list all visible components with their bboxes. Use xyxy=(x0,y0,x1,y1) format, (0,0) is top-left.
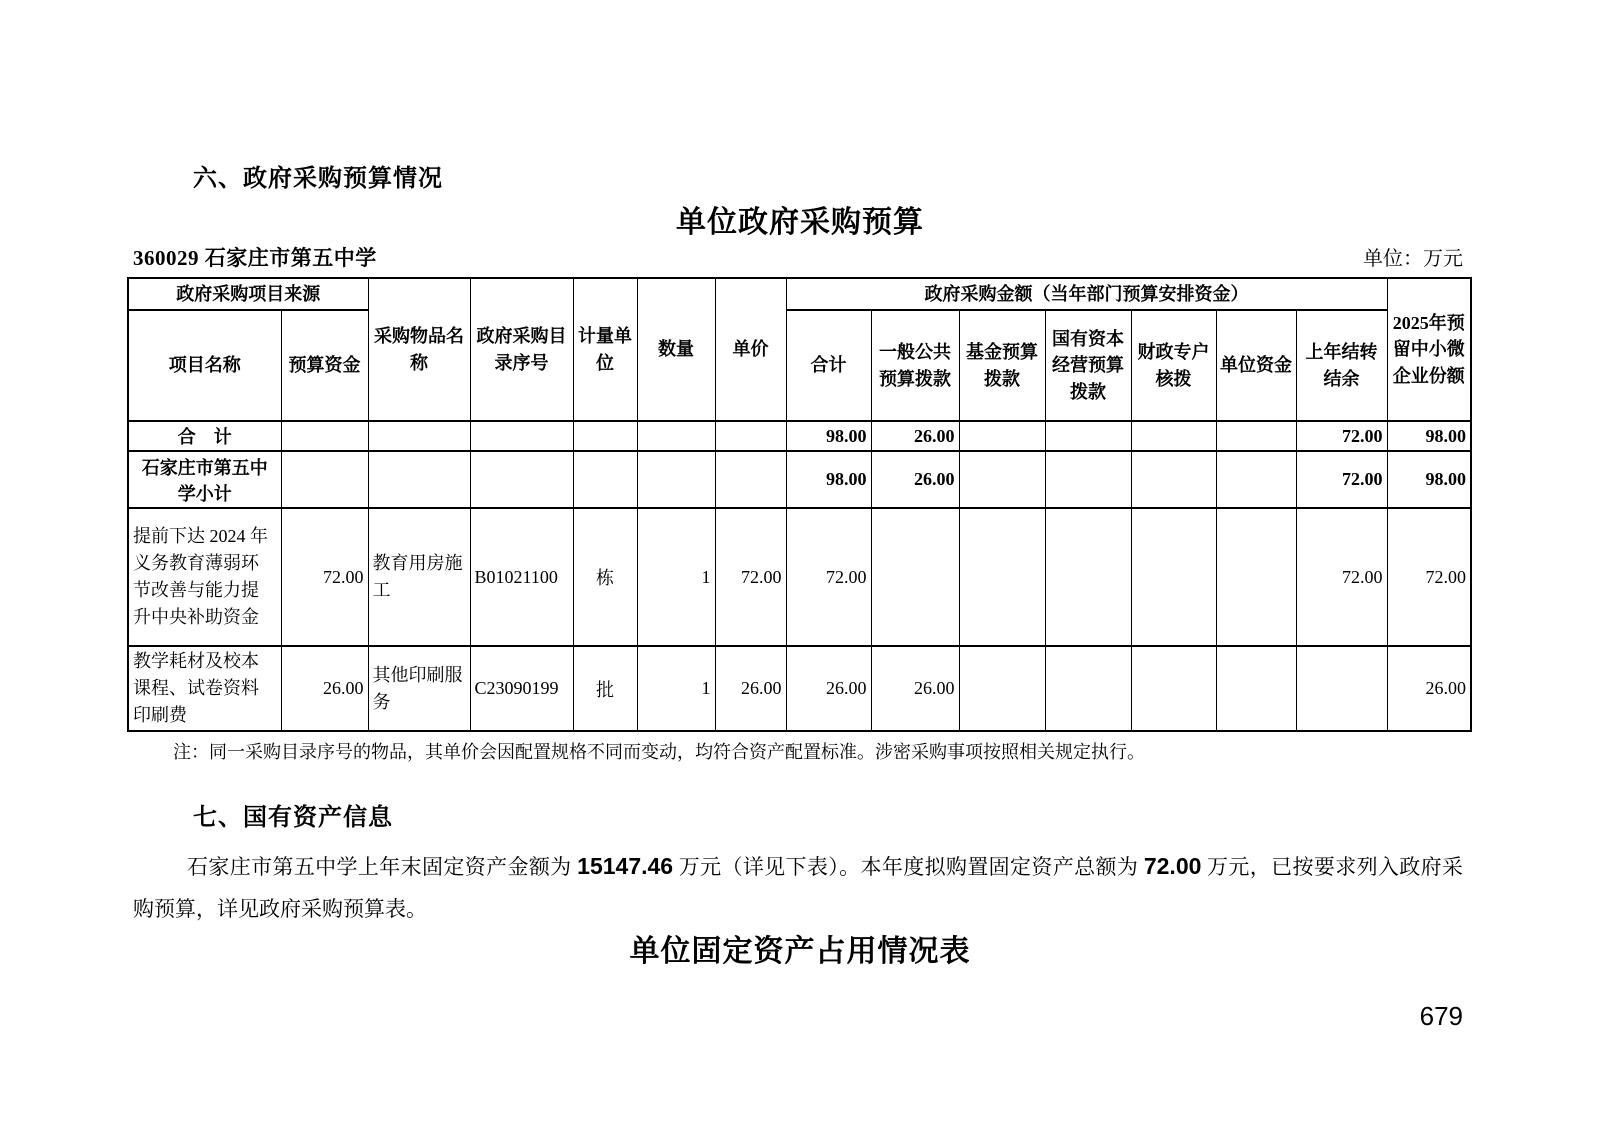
table-row-item xyxy=(128,508,1471,646)
org-code-name: 360029 石家庄市第五中学 xyxy=(133,246,377,270)
table-cell: 26.00 xyxy=(871,646,959,731)
unit-label: 单位：万元 xyxy=(1363,248,1463,270)
table-cell xyxy=(715,451,786,508)
table-cell xyxy=(715,421,786,451)
table-cell: 26.00 xyxy=(871,451,959,508)
table-row-subtotal xyxy=(128,451,1471,508)
table-cell: C23090199 xyxy=(470,646,573,731)
paragraph-text: 万元，已按要求列入政府采购预算，详见政府采购预算表。 xyxy=(133,855,1464,921)
table-cell: 26.00 xyxy=(281,646,368,731)
table-cell: 98.00 xyxy=(1387,451,1471,508)
table-cell xyxy=(959,508,1045,646)
header-row-groups xyxy=(128,278,1471,310)
table-cell: 26.00 xyxy=(786,646,871,731)
table-cell: 72.00 xyxy=(1296,508,1387,646)
col-header-general-public: 一般公共预算拨款 xyxy=(871,310,959,421)
table-cell xyxy=(470,421,573,451)
col-header-state-capital: 国有资本经营预算拨款 xyxy=(1045,310,1131,421)
procurement-budget-table xyxy=(127,277,1472,732)
table-cell xyxy=(1216,646,1296,731)
table-cell xyxy=(1045,646,1131,731)
table-cell: 26.00 xyxy=(871,421,959,451)
table-caption-row xyxy=(133,242,1463,272)
table-cell xyxy=(281,421,368,451)
assets-paragraph xyxy=(133,845,1463,930)
table-cell xyxy=(1216,451,1296,508)
table-cell xyxy=(1216,508,1296,646)
col-group-amount: 政府采购金额（当年部门预算安排资金） xyxy=(786,278,1387,310)
table-cell xyxy=(1045,451,1131,508)
table-cell: 72.00 xyxy=(715,508,786,646)
table-cell: 72.00 xyxy=(1296,421,1387,451)
table-cell: 1 xyxy=(637,508,715,646)
fixed-assets-amount: 15147.46 xyxy=(577,853,674,879)
table-cell: 98.00 xyxy=(786,451,871,508)
table-cell: 教学耗材及校本课程、试卷资料印刷费 xyxy=(128,646,281,731)
fixed-assets-table-title: 单位固定资产占用情况表 xyxy=(629,935,971,968)
table-cell: 98.00 xyxy=(1387,421,1471,451)
col-header-fund-budget: 基金预算拨款 xyxy=(959,310,1045,421)
table-cell: 1 xyxy=(637,646,715,731)
col-header-total: 合计 xyxy=(786,310,871,421)
table-cell xyxy=(637,451,715,508)
planned-purchase-amount: 72.00 xyxy=(1143,853,1202,879)
procurement-table-wrapper xyxy=(127,277,1472,732)
section6-heading: 六、政府采购预算情况 xyxy=(193,165,443,192)
table-cell: 教育用房施工 xyxy=(368,508,470,646)
col-header-fiscal-special: 财政专户核拨 xyxy=(1131,310,1216,421)
table-cell: 26.00 xyxy=(715,646,786,731)
table-cell: 72.00 xyxy=(1296,451,1387,508)
table-cell: 批 xyxy=(573,646,637,731)
table-cell xyxy=(1296,646,1387,731)
table-cell xyxy=(959,451,1045,508)
table-row-item xyxy=(128,646,1471,731)
table-cell xyxy=(281,451,368,508)
col-header-unit: 计量单位 xyxy=(573,278,637,421)
table-cell xyxy=(1131,421,1216,451)
header-row-columns xyxy=(128,310,1471,421)
table-note: 注：同一采购目录序号的物品，其单价会因配置规格不同而变动，均符合资产配置标准。涉密采购事项按照相关规定执行。 xyxy=(173,742,1145,762)
table-cell xyxy=(368,421,470,451)
table-cell xyxy=(871,508,959,646)
table-cell xyxy=(573,451,637,508)
table-cell xyxy=(573,421,637,451)
col-header-project-name: 项目名称 xyxy=(128,310,281,421)
section7-heading: 七、国有资产信息 xyxy=(193,804,393,831)
table-cell xyxy=(1131,451,1216,508)
table-cell: 72.00 xyxy=(1387,508,1471,646)
col-header-sme-reserve: 2025年预留中小微企业份额 xyxy=(1387,278,1471,421)
paragraph-text: 石家庄市第五中学上年末固定资产金额为 xyxy=(187,855,578,879)
table-cell: 其他印刷服务 xyxy=(368,646,470,731)
table-cell xyxy=(959,646,1045,731)
table-cell xyxy=(1131,646,1216,731)
table-cell: 栋 xyxy=(573,508,637,646)
table-cell xyxy=(470,451,573,508)
paragraph-text: 万元（详见下表）。本年度拟购置固定资产总额为 xyxy=(673,855,1144,879)
col-header-item-name: 采购物品名称 xyxy=(368,278,470,421)
table-cell: 26.00 xyxy=(1387,646,1471,731)
col-header-catalog-no: 政府采购目录序号 xyxy=(470,278,573,421)
page-number: 679 xyxy=(1419,1001,1463,1031)
col-header-unit-price: 单价 xyxy=(715,278,786,421)
procurement-table-title: 单位政府采购预算 xyxy=(676,206,924,239)
table-cell xyxy=(368,451,470,508)
table-cell xyxy=(1216,421,1296,451)
table-cell xyxy=(1131,508,1216,646)
table-cell: 提前下达 2024 年义务教育薄弱环节改善与能力提升中央补助资金 xyxy=(128,508,281,646)
table-cell: 合 计 xyxy=(128,421,281,451)
table-cell: 98.00 xyxy=(786,421,871,451)
col-header-carryover: 上年结转结余 xyxy=(1296,310,1387,421)
table-cell: 石家庄市第五中学小计 xyxy=(128,451,281,508)
col-group-source: 政府采购项目来源 xyxy=(128,278,368,310)
table-cell xyxy=(959,421,1045,451)
table-cell: 72.00 xyxy=(786,508,871,646)
table-cell xyxy=(1045,508,1131,646)
col-header-unit-funds: 单位资金 xyxy=(1216,310,1296,421)
table-row-total xyxy=(128,421,1471,451)
table-cell: B01021100 xyxy=(470,508,573,646)
col-header-quantity: 数量 xyxy=(637,278,715,421)
col-header-budget-funds: 预算资金 xyxy=(281,310,368,421)
table-cell: 72.00 xyxy=(281,508,368,646)
table-cell xyxy=(1045,421,1131,451)
table-cell xyxy=(637,421,715,451)
